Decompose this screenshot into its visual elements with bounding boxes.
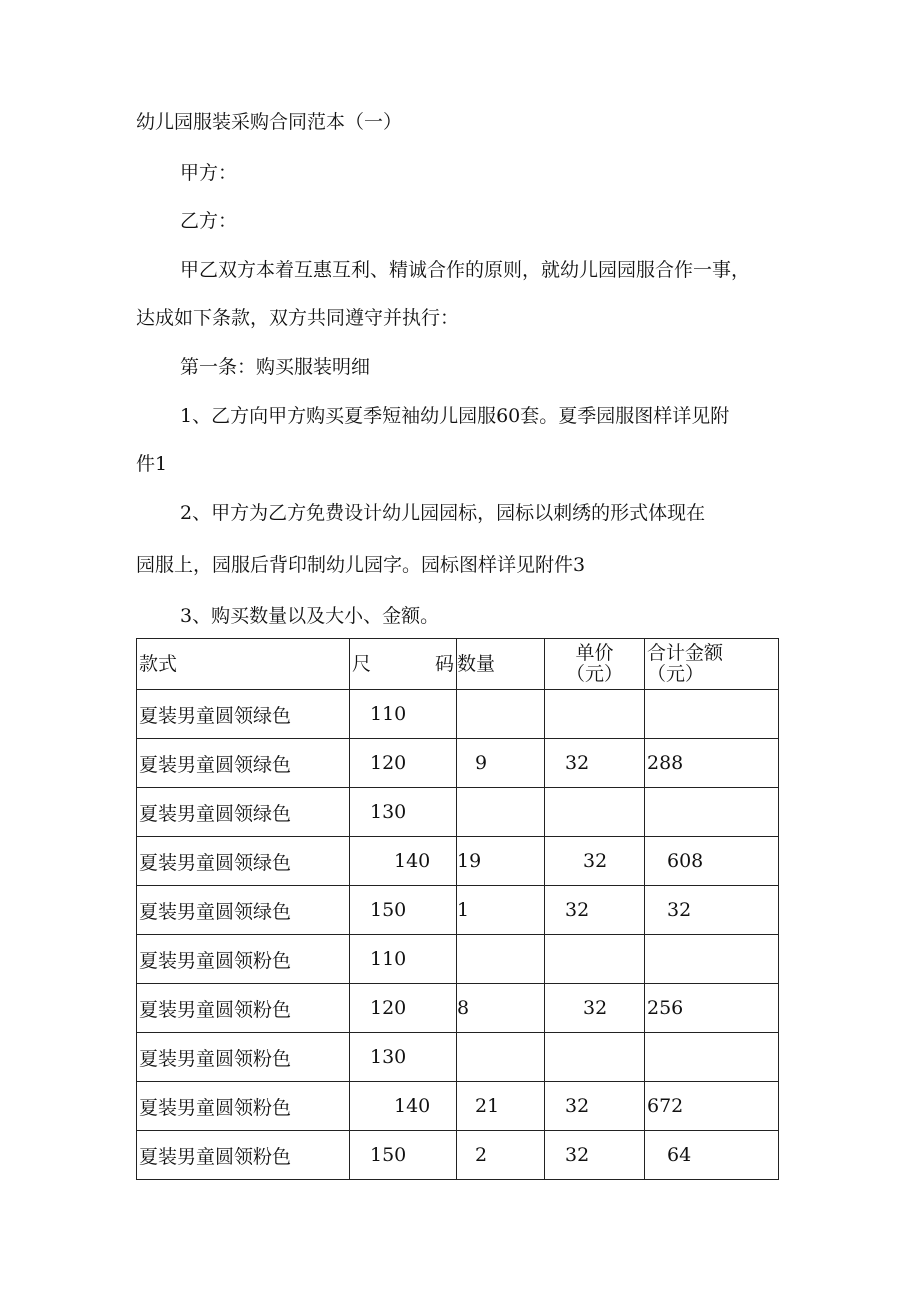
cell-size: 120 — [350, 984, 457, 1033]
article1-heading: 第一条：购买服装明细 — [180, 356, 371, 378]
header-unit-price-line2: （元） — [565, 663, 623, 685]
cell-price — [545, 1033, 645, 1082]
cell-quantity: 8 — [457, 984, 545, 1033]
item1-line1: 1、乙方向甲方购买夏季短袖幼儿园服60套。夏季园服图样详见附 — [180, 405, 730, 427]
table-row — [137, 788, 779, 837]
cell-price — [545, 788, 645, 837]
cell-price: 32 — [545, 739, 645, 788]
cell-total: 32 — [645, 886, 779, 935]
table-row — [137, 739, 779, 788]
cell-total: 288 — [645, 739, 779, 788]
cell-quantity: 1 — [457, 886, 545, 935]
cell-size: 120 — [350, 739, 457, 788]
cell-size: 130 — [350, 1033, 457, 1082]
cell-size: 150 — [350, 886, 457, 935]
intro-paragraph-line2: 达成如下条款，双方共同遵守并执行： — [136, 307, 460, 329]
cell-style: 夏装男童圆领粉色 — [137, 984, 350, 1033]
cell-price: 32 — [545, 1082, 645, 1131]
cell-style: 夏装男童圆领绿色 — [137, 739, 350, 788]
table-row — [137, 1082, 779, 1131]
header-size — [350, 639, 457, 690]
header-unit-price-line1: 单价 — [575, 642, 614, 664]
cell-total: 608 — [645, 837, 779, 886]
header-total — [645, 639, 779, 690]
table-row — [137, 886, 779, 935]
header-size-left: 尺 — [352, 652, 372, 675]
cell-total — [645, 788, 779, 837]
cell-total — [645, 690, 779, 739]
header-quantity: 数量 — [457, 639, 545, 690]
cell-style: 夏装男童圆领绿色 — [137, 886, 350, 935]
header-unit-price — [545, 639, 645, 690]
cell-quantity: 9 — [457, 739, 545, 788]
intro-paragraph-line1: 甲乙双方本着互惠互利、精诚合作的原则，就幼儿园园服合作一事， — [180, 259, 751, 281]
cell-size: 130 — [350, 788, 457, 837]
cell-price — [545, 690, 645, 739]
item2-line2: 园服上，园服后背印制幼儿园字。园标图样详见附件3 — [136, 554, 586, 576]
header-style: 款式 — [137, 639, 350, 690]
cell-style: 夏装男童圆领绿色 — [137, 837, 350, 886]
cell-quantity: 21 — [457, 1082, 545, 1131]
table-row — [137, 1033, 779, 1082]
document-title: 幼儿园服装采购合同范本（一） — [136, 111, 403, 133]
header-total-line2: （元） — [647, 663, 705, 685]
item2-line1: 2、甲方为乙方免费设计幼儿园园标，园标以刺绣的形式体现在 — [180, 502, 706, 524]
cell-price: 32 — [545, 837, 645, 886]
cell-price: 32 — [545, 984, 645, 1033]
cell-quantity — [457, 690, 545, 739]
item1-line2: 件1 — [136, 453, 168, 475]
cell-quantity: 2 — [457, 1131, 545, 1180]
cell-total: 256 — [645, 984, 779, 1033]
cell-size: 140 — [350, 837, 457, 886]
cell-style: 夏装男童圆领粉色 — [137, 1033, 350, 1082]
cell-style: 夏装男童圆领粉色 — [137, 1131, 350, 1180]
cell-size: 150 — [350, 1131, 457, 1180]
cell-style: 夏装男童圆领粉色 — [137, 935, 350, 984]
table-row — [137, 935, 779, 984]
header-size-right: 码 — [434, 652, 454, 675]
table-row — [137, 1131, 779, 1180]
cell-price: 32 — [545, 886, 645, 935]
cell-quantity — [457, 1033, 545, 1082]
cell-price: 32 — [545, 1131, 645, 1180]
cell-total — [645, 935, 779, 984]
cell-quantity — [457, 935, 545, 984]
table-row — [137, 984, 779, 1033]
cell-size: 140 — [350, 1082, 457, 1131]
purchase-table — [136, 638, 779, 1180]
cell-total: 672 — [645, 1082, 779, 1131]
cell-price — [545, 935, 645, 984]
cell-style: 夏装男童圆领绿色 — [137, 690, 350, 739]
party-b-label: 乙方： — [180, 210, 238, 232]
cell-size: 110 — [350, 935, 457, 984]
cell-style: 夏装男童圆领绿色 — [137, 788, 350, 837]
table-row — [137, 690, 779, 739]
party-a-label: 甲方： — [180, 162, 238, 184]
cell-total — [645, 1033, 779, 1082]
cell-size: 110 — [350, 690, 457, 739]
cell-quantity — [457, 788, 545, 837]
header-total-line1: 合计金额 — [647, 642, 724, 664]
item3-line1: 3、购买数量以及大小、金额。 — [180, 605, 440, 627]
cell-total: 64 — [645, 1131, 779, 1180]
table-row — [137, 837, 779, 886]
table-header-row — [137, 639, 779, 690]
cell-style: 夏装男童圆领粉色 — [137, 1082, 350, 1131]
cell-quantity: 19 — [457, 837, 545, 886]
